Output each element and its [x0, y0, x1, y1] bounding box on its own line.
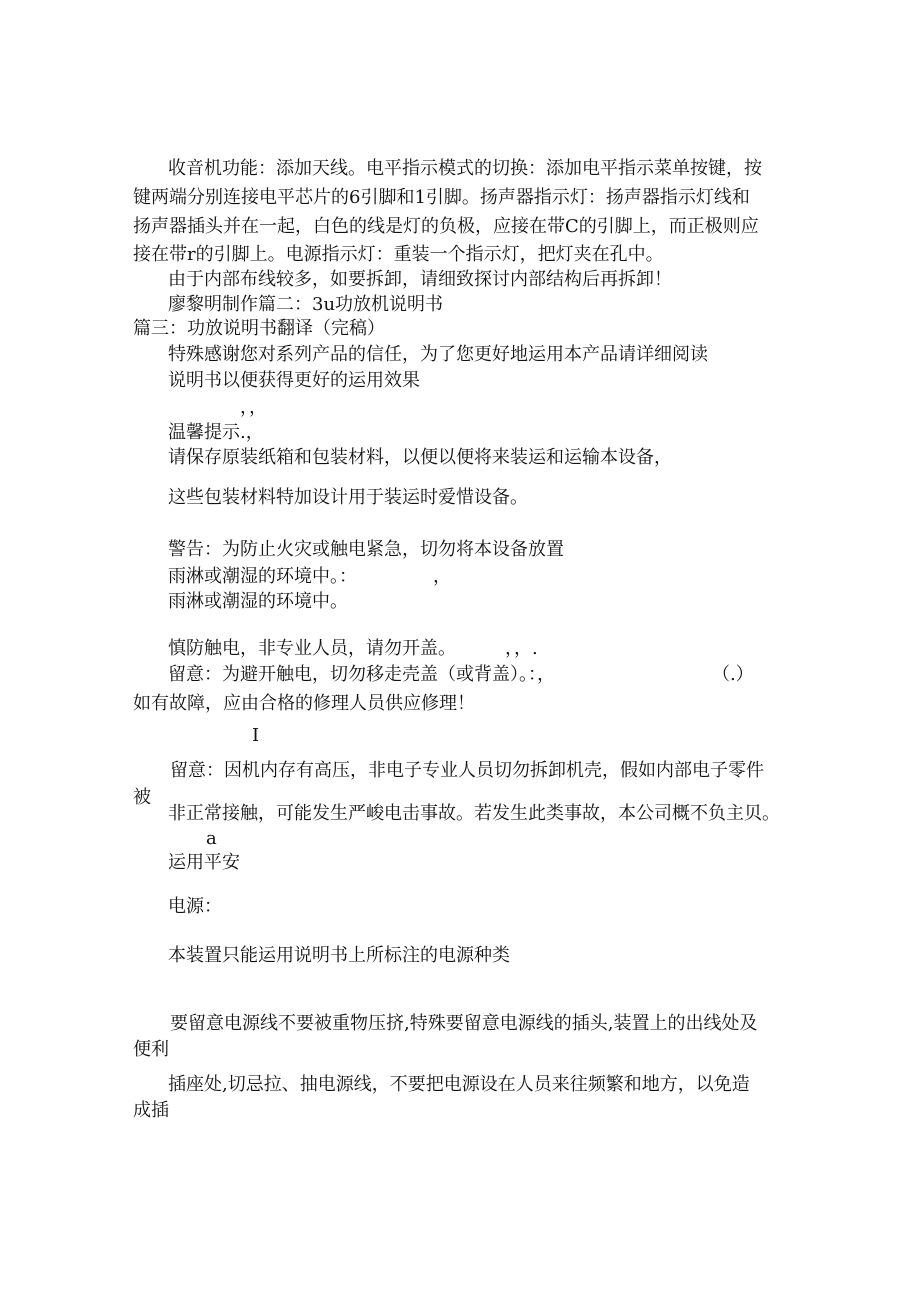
paragraph-line: 雨淋或潮湿的环境中。 [168, 591, 348, 612]
paragraph-line: 如有故障，应由合格的修理人员供应修理！ [133, 693, 475, 714]
paragraph-line: 这些包装材料特加设计用于装运时爱惜设备。 [168, 487, 528, 508]
paragraph-line: 廖黎明制作篇二：3u功放机说明书 [168, 294, 444, 315]
stray-marks: （.） [712, 664, 754, 685]
paragraph-line: 扬声器插头并在一起，白色的线是灯的负极，应接在带C的引脚上，而正极则应 [133, 216, 759, 237]
section-heading: 篇三：功放说明书翻译（完稿） [133, 318, 385, 339]
stray-marks: a [206, 828, 217, 849]
paragraph-line: 便利 [133, 1039, 169, 1060]
paragraph-line: 留意：为避开触电，切勿移走壳盖（或背盖）。：， [168, 664, 555, 685]
paragraph-line: 留意：因机内存有高压，非电子专业人员切勿拆卸机壳，假如内部电子零件 [170, 760, 764, 781]
paragraph-line: 要留意电源线不要被重物压挤,特殊要留意电源线的插头,装置上的出线处及 [170, 1013, 758, 1034]
paragraph-line: 请保存原装纸箱和包装材料，以便以便将来装运和运输本设备， [168, 447, 672, 468]
stray-marks: I [252, 725, 260, 746]
paragraph-line: 非正常接触，可能发生严峻电击事故。若发生此类事故，本公司概不负主贝。 [168, 803, 780, 824]
paragraph-line: 温馨提示.， [168, 422, 264, 443]
paragraph-line: 本装置只能运用说明书上所标注的电源种类 [168, 945, 510, 966]
paragraph-line: 插座处,切忌拉、抽电源线，不要把电源设在人员来往频繁和地方，以免造 [168, 1074, 750, 1095]
paragraph-line: 成插 [133, 1100, 169, 1121]
paragraph-line: 说明书以便获得更好的运用效果 [168, 370, 420, 391]
paragraph-line: 雨淋或潮湿的环境中。： [168, 566, 357, 587]
paragraph-line: 键两端分别连接电平芯片的6引脚和1引脚。扬声器指示灯：扬声器指示灯线和 [133, 187, 750, 208]
paragraph-line: 被 [133, 787, 151, 808]
subheading-line: 运用平安 [168, 852, 240, 873]
stray-marks: ，，. [505, 638, 538, 659]
paragraph-line: 由于内部布线较多，如要拆卸，请细致探讨内部结构后再拆卸！ [168, 269, 672, 290]
paragraph-line: 特殊感谢您对系列产品的信任，为了您更好地运用本产品请详细阅读 [168, 344, 708, 365]
paragraph-line: 慎防触电，非专业人员，请勿开盖。 [168, 638, 456, 659]
stray-marks: ， [433, 566, 451, 587]
subheading-line: 电源： [168, 896, 222, 917]
paragraph-line: 收音机功能：添加天线。电平指示模式的切换：添加电平指示菜单按键，按 [168, 158, 762, 179]
warning-line: 警告：为防止火灾或触电紧急，切勿将本设备放置 [168, 539, 564, 560]
stray-marks: ，， [240, 397, 267, 418]
paragraph-line: 接在带r的引脚上。电源指示灯：重装一个指示灯，把灯夹在孔中。 [133, 244, 664, 265]
